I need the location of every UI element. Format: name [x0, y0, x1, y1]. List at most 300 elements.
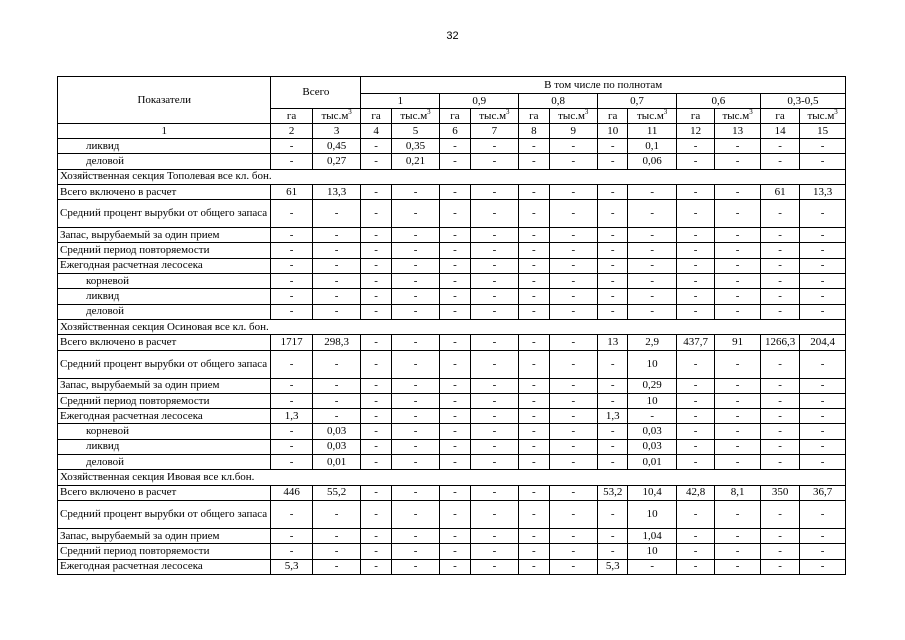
- table-cell: -: [800, 304, 846, 319]
- unit-ha-header: га: [760, 109, 799, 124]
- table-cell: -: [470, 485, 519, 500]
- table-cell: -: [519, 304, 549, 319]
- row-label: Запас, вырубаемый за один прием: [58, 228, 271, 243]
- table-cell: -: [312, 274, 361, 289]
- table-cell: -: [361, 528, 391, 543]
- table-cell: 53,2: [598, 485, 628, 500]
- table-cell: -: [800, 154, 846, 169]
- table-cell: -: [549, 409, 598, 424]
- table-cell: -: [391, 559, 440, 574]
- table-cell: -: [391, 258, 440, 273]
- table-cell: -: [715, 544, 761, 559]
- table-cell: -: [676, 559, 714, 574]
- table-cell: -: [470, 243, 519, 258]
- table-cell: 0,21: [391, 154, 440, 169]
- table-cell: -: [519, 455, 549, 470]
- table-cell: -: [470, 500, 519, 528]
- table-cell: -: [440, 378, 470, 393]
- table-cell: -: [361, 500, 391, 528]
- table-cell: -: [549, 274, 598, 289]
- table-cell: -: [549, 289, 598, 304]
- table-cell: -: [760, 424, 799, 439]
- table-cell: -: [519, 439, 549, 454]
- table-cell: -: [519, 274, 549, 289]
- table-cell: -: [470, 378, 519, 393]
- forest-cutting-table: [57, 76, 846, 575]
- table-cell: -: [391, 424, 440, 439]
- table-cell: -: [519, 139, 549, 154]
- table-cell: -: [715, 274, 761, 289]
- table-row: [58, 528, 846, 543]
- column-number: 14: [760, 124, 799, 139]
- table-cell: 0,06: [628, 154, 677, 169]
- table-cell: 13,3: [312, 184, 361, 199]
- table-row: [58, 228, 846, 243]
- table-cell: -: [440, 424, 470, 439]
- table-cell: -: [760, 228, 799, 243]
- table-cell: 55,2: [312, 485, 361, 500]
- table-cell: -: [715, 378, 761, 393]
- table-cell: -: [519, 335, 549, 350]
- table-cell: 8,1: [715, 485, 761, 500]
- row-label: ликвид: [58, 289, 271, 304]
- table-cell: -: [760, 455, 799, 470]
- table-cell: -: [440, 228, 470, 243]
- table-cell: -: [271, 439, 312, 454]
- table-cell: 0,45: [312, 139, 361, 154]
- table-row: [58, 274, 846, 289]
- table-cell: -: [271, 258, 312, 273]
- table-cell: 5,3: [598, 559, 628, 574]
- table-cell: -: [470, 154, 519, 169]
- table-row: [58, 455, 846, 470]
- row-label: Средний процент вырубки от общего запаса: [58, 350, 271, 378]
- table-cell: -: [470, 200, 519, 228]
- section-title: Хозяйственная секция Тополевая все кл. бон.: [58, 169, 846, 184]
- row-label: Средний период повторяемости: [58, 393, 271, 408]
- table-cell: -: [391, 200, 440, 228]
- table-cell: -: [391, 544, 440, 559]
- table-cell: -: [440, 485, 470, 500]
- table-cell: -: [715, 200, 761, 228]
- table-cell: -: [800, 350, 846, 378]
- unit-volume-header: $тыс.м^3$: [549, 109, 598, 124]
- column-number: 11: [628, 124, 677, 139]
- table-cell: -: [760, 378, 799, 393]
- table-cell: -: [760, 274, 799, 289]
- density-header: 0,9: [440, 94, 519, 109]
- table-cell: 91: [715, 335, 761, 350]
- table-cell: -: [271, 304, 312, 319]
- table-cell: -: [676, 200, 714, 228]
- table-cell: -: [598, 393, 628, 408]
- table-cell: 10: [628, 393, 677, 408]
- section-title: Хозяйственная секция Осиновая все кл. бон.: [58, 319, 846, 334]
- table-cell: -: [519, 228, 549, 243]
- table-cell: -: [271, 424, 312, 439]
- table-cell: -: [391, 485, 440, 500]
- table-cell: -: [470, 274, 519, 289]
- table-cell: -: [549, 393, 598, 408]
- page-number: 32: [446, 30, 459, 42]
- table-cell: 10: [628, 544, 677, 559]
- table-cell: -: [598, 350, 628, 378]
- table-cell: -: [549, 335, 598, 350]
- table-cell: -: [470, 335, 519, 350]
- table-row: [58, 200, 846, 228]
- table-cell: -: [361, 139, 391, 154]
- table-cell: -: [676, 350, 714, 378]
- table-cell: -: [361, 559, 391, 574]
- table-cell: -: [760, 409, 799, 424]
- column-number: 3: [312, 124, 361, 139]
- table-cell: -: [391, 439, 440, 454]
- table-cell: -: [598, 139, 628, 154]
- section-row: [58, 319, 846, 334]
- table-cell: 13,3: [800, 184, 846, 199]
- table-cell: -: [440, 500, 470, 528]
- unit-ha-header: га: [361, 109, 391, 124]
- table-cell: -: [391, 184, 440, 199]
- table-cell: -: [312, 200, 361, 228]
- table-cell: -: [715, 439, 761, 454]
- column-number: 2: [271, 124, 312, 139]
- table-cell: -: [361, 378, 391, 393]
- density-header: 0,3-0,5: [760, 94, 845, 109]
- total-header: Всего: [271, 77, 361, 109]
- table-cell: -: [271, 289, 312, 304]
- table-cell: -: [676, 154, 714, 169]
- table-cell: -: [312, 258, 361, 273]
- table-cell: -: [598, 528, 628, 543]
- table-cell: 446: [271, 485, 312, 500]
- table-cell: -: [598, 274, 628, 289]
- table-cell: -: [628, 200, 677, 228]
- indicators-header: Показатели: [58, 77, 271, 124]
- column-number: 10: [598, 124, 628, 139]
- table-cell: -: [361, 228, 391, 243]
- table-cell: -: [598, 304, 628, 319]
- table-cell: -: [715, 424, 761, 439]
- table-cell: -: [715, 455, 761, 470]
- table-cell: -: [519, 184, 549, 199]
- unit-volume-header: $тыс.м^3$: [312, 109, 361, 124]
- table-cell: -: [800, 439, 846, 454]
- table-cell: -: [715, 139, 761, 154]
- table-cell: 437,7: [676, 335, 714, 350]
- row-label: Ежегодная расчетная лесосека: [58, 559, 271, 574]
- table-cell: -: [312, 528, 361, 543]
- table-cell: -: [271, 228, 312, 243]
- table-cell: -: [676, 455, 714, 470]
- table-cell: -: [391, 243, 440, 258]
- table-row: [58, 154, 846, 169]
- row-label: деловой: [58, 455, 271, 470]
- table-cell: -: [598, 439, 628, 454]
- table-cell: 1,04: [628, 528, 677, 543]
- table-cell: -: [519, 243, 549, 258]
- row-label: Всего включено в расчет: [58, 335, 271, 350]
- table-cell: 2,9: [628, 335, 677, 350]
- table-cell: -: [549, 258, 598, 273]
- table-row: [58, 393, 846, 408]
- table-cell: -: [361, 184, 391, 199]
- row-label: корневой: [58, 424, 271, 439]
- table-cell: -: [800, 455, 846, 470]
- table-cell: 0,03: [312, 424, 361, 439]
- table-cell: -: [312, 544, 361, 559]
- including-header: В том числе по полнотам: [361, 77, 846, 94]
- table-cell: 1,3: [271, 409, 312, 424]
- table-cell: -: [598, 243, 628, 258]
- table-row: [58, 409, 846, 424]
- table-cell: -: [391, 335, 440, 350]
- unit-volume-header: $тыс.м^3$: [470, 109, 519, 124]
- unit-volume-header: $тыс.м^3$: [715, 109, 761, 124]
- table-cell: -: [800, 378, 846, 393]
- table-cell: -: [361, 393, 391, 408]
- table-cell: -: [800, 424, 846, 439]
- table-cell: -: [519, 393, 549, 408]
- table-cell: -: [800, 289, 846, 304]
- column-number: 5: [391, 124, 440, 139]
- section-row: [58, 470, 846, 485]
- table-cell: -: [676, 289, 714, 304]
- table-cell: -: [519, 409, 549, 424]
- column-number: 15: [800, 124, 846, 139]
- table-cell: -: [271, 378, 312, 393]
- table-cell: -: [715, 289, 761, 304]
- column-number: 7: [470, 124, 519, 139]
- table-cell: -: [800, 274, 846, 289]
- table-cell: -: [676, 439, 714, 454]
- table-cell: -: [440, 559, 470, 574]
- table-cell: -: [361, 200, 391, 228]
- table-cell: -: [391, 350, 440, 378]
- table-cell: -: [549, 544, 598, 559]
- table-cell: -: [628, 274, 677, 289]
- table-cell: -: [440, 544, 470, 559]
- column-number: 1: [58, 124, 271, 139]
- table-cell: -: [271, 200, 312, 228]
- table-cell: -: [440, 274, 470, 289]
- table-cell: -: [519, 378, 549, 393]
- unit-ha-header: га: [271, 109, 312, 124]
- density-header: 0,6: [676, 94, 760, 109]
- table-cell: -: [361, 544, 391, 559]
- table-cell: -: [760, 350, 799, 378]
- table-cell: -: [312, 559, 361, 574]
- table-cell: -: [549, 424, 598, 439]
- table-cell: -: [676, 500, 714, 528]
- table-cell: -: [800, 559, 846, 574]
- row-label: Ежегодная расчетная лесосека: [58, 258, 271, 273]
- table-row: [58, 424, 846, 439]
- table-row: [58, 184, 846, 199]
- table-cell: -: [676, 378, 714, 393]
- table-cell: -: [549, 378, 598, 393]
- table-cell: -: [440, 200, 470, 228]
- table-row: [58, 485, 846, 500]
- table-cell: -: [440, 350, 470, 378]
- table-cell: -: [470, 139, 519, 154]
- table-cell: -: [760, 393, 799, 408]
- table-cell: -: [312, 228, 361, 243]
- table-cell: -: [598, 544, 628, 559]
- column-number: 4: [361, 124, 391, 139]
- table-cell: 1717: [271, 335, 312, 350]
- section-row: [58, 169, 846, 184]
- row-label: Ежегодная расчетная лесосека: [58, 409, 271, 424]
- row-label: Всего включено в расчет: [58, 485, 271, 500]
- column-number: 12: [676, 124, 714, 139]
- table-cell: -: [676, 258, 714, 273]
- table-cell: -: [440, 289, 470, 304]
- table-cell: -: [676, 528, 714, 543]
- table-cell: -: [271, 544, 312, 559]
- table-cell: -: [312, 304, 361, 319]
- table-cell: -: [598, 200, 628, 228]
- table-cell: -: [760, 200, 799, 228]
- table-cell: -: [800, 528, 846, 543]
- table-cell: -: [800, 409, 846, 424]
- table-cell: -: [760, 439, 799, 454]
- table-cell: -: [391, 455, 440, 470]
- table-cell: -: [312, 243, 361, 258]
- table-row: [58, 258, 846, 273]
- table-cell: -: [715, 258, 761, 273]
- table-row: [58, 544, 846, 559]
- table-cell: 1,3: [598, 409, 628, 424]
- table-cell: -: [800, 393, 846, 408]
- table-cell: -: [676, 409, 714, 424]
- density-header: 0,8: [519, 94, 598, 109]
- table-cell: -: [361, 243, 391, 258]
- table-cell: -: [312, 500, 361, 528]
- row-label: Средний период повторяемости: [58, 243, 271, 258]
- table-cell: -: [800, 200, 846, 228]
- table-cell: -: [715, 184, 761, 199]
- table-cell: -: [440, 409, 470, 424]
- table-cell: -: [549, 184, 598, 199]
- table-cell: -: [312, 350, 361, 378]
- table-cell: -: [470, 559, 519, 574]
- table-cell: -: [361, 274, 391, 289]
- table-row: [58, 243, 846, 258]
- table-cell: -: [361, 439, 391, 454]
- table-cell: -: [361, 424, 391, 439]
- table-cell: 10,4: [628, 485, 677, 500]
- table-cell: -: [715, 304, 761, 319]
- table-cell: -: [598, 228, 628, 243]
- table-cell: 5,3: [271, 559, 312, 574]
- table-cell: -: [391, 409, 440, 424]
- table-cell: 298,3: [312, 335, 361, 350]
- section-title: Хозяйственная секция Ивовая все кл.бон.: [58, 470, 846, 485]
- table-cell: -: [470, 258, 519, 273]
- table-cell: -: [598, 184, 628, 199]
- table-cell: -: [391, 274, 440, 289]
- table-cell: -: [676, 544, 714, 559]
- table-cell: -: [440, 154, 470, 169]
- table-cell: -: [800, 500, 846, 528]
- table-cell: -: [519, 528, 549, 543]
- table-cell: -: [760, 289, 799, 304]
- table-cell: -: [470, 350, 519, 378]
- table-cell: -: [676, 228, 714, 243]
- table-cell: -: [519, 154, 549, 169]
- table-cell: -: [470, 544, 519, 559]
- table-cell: 13: [598, 335, 628, 350]
- table-cell: -: [549, 559, 598, 574]
- table-cell: -: [519, 289, 549, 304]
- table-cell: 10: [628, 500, 677, 528]
- table-cell: -: [676, 184, 714, 199]
- table-cell: -: [271, 528, 312, 543]
- table-cell: -: [760, 154, 799, 169]
- row-label: деловой: [58, 154, 271, 169]
- table-cell: -: [628, 559, 677, 574]
- table-cell: -: [440, 455, 470, 470]
- table-cell: -: [519, 424, 549, 439]
- table-cell: 0,29: [628, 378, 677, 393]
- table-cell: -: [628, 289, 677, 304]
- table-cell: -: [391, 378, 440, 393]
- table-row: [58, 335, 846, 350]
- table-cell: 0,03: [312, 439, 361, 454]
- table-cell: -: [800, 243, 846, 258]
- table-cell: -: [470, 393, 519, 408]
- table-cell: -: [715, 528, 761, 543]
- column-number: 8: [519, 124, 549, 139]
- table-cell: -: [715, 559, 761, 574]
- table-cell: 0,01: [628, 455, 677, 470]
- table-cell: -: [361, 485, 391, 500]
- table-cell: -: [598, 289, 628, 304]
- table-cell: -: [715, 350, 761, 378]
- unit-ha-header: га: [519, 109, 549, 124]
- table-cell: -: [470, 528, 519, 543]
- table-cell: -: [440, 528, 470, 543]
- table-cell: -: [391, 528, 440, 543]
- column-number: 13: [715, 124, 761, 139]
- density-header: 1: [361, 94, 440, 109]
- table-cell: -: [519, 258, 549, 273]
- table-cell: -: [628, 228, 677, 243]
- table-cell: -: [549, 439, 598, 454]
- table-cell: -: [271, 243, 312, 258]
- table-cell: -: [391, 500, 440, 528]
- table-cell: -: [312, 378, 361, 393]
- table-cell: -: [361, 350, 391, 378]
- table-cell: -: [440, 243, 470, 258]
- table-cell: -: [271, 500, 312, 528]
- table-cell: -: [470, 304, 519, 319]
- table-cell: -: [312, 289, 361, 304]
- table-cell: -: [800, 228, 846, 243]
- table-cell: -: [676, 424, 714, 439]
- table-cell: -: [440, 393, 470, 408]
- table-cell: -: [760, 544, 799, 559]
- table-cell: 1266,3: [760, 335, 799, 350]
- table-cell: -: [715, 154, 761, 169]
- table-cell: -: [470, 409, 519, 424]
- unit-volume-header: $тыс.м^3$: [391, 109, 440, 124]
- table-cell: -: [800, 258, 846, 273]
- table-cell: -: [391, 289, 440, 304]
- table-cell: -: [549, 154, 598, 169]
- table-cell: -: [271, 139, 312, 154]
